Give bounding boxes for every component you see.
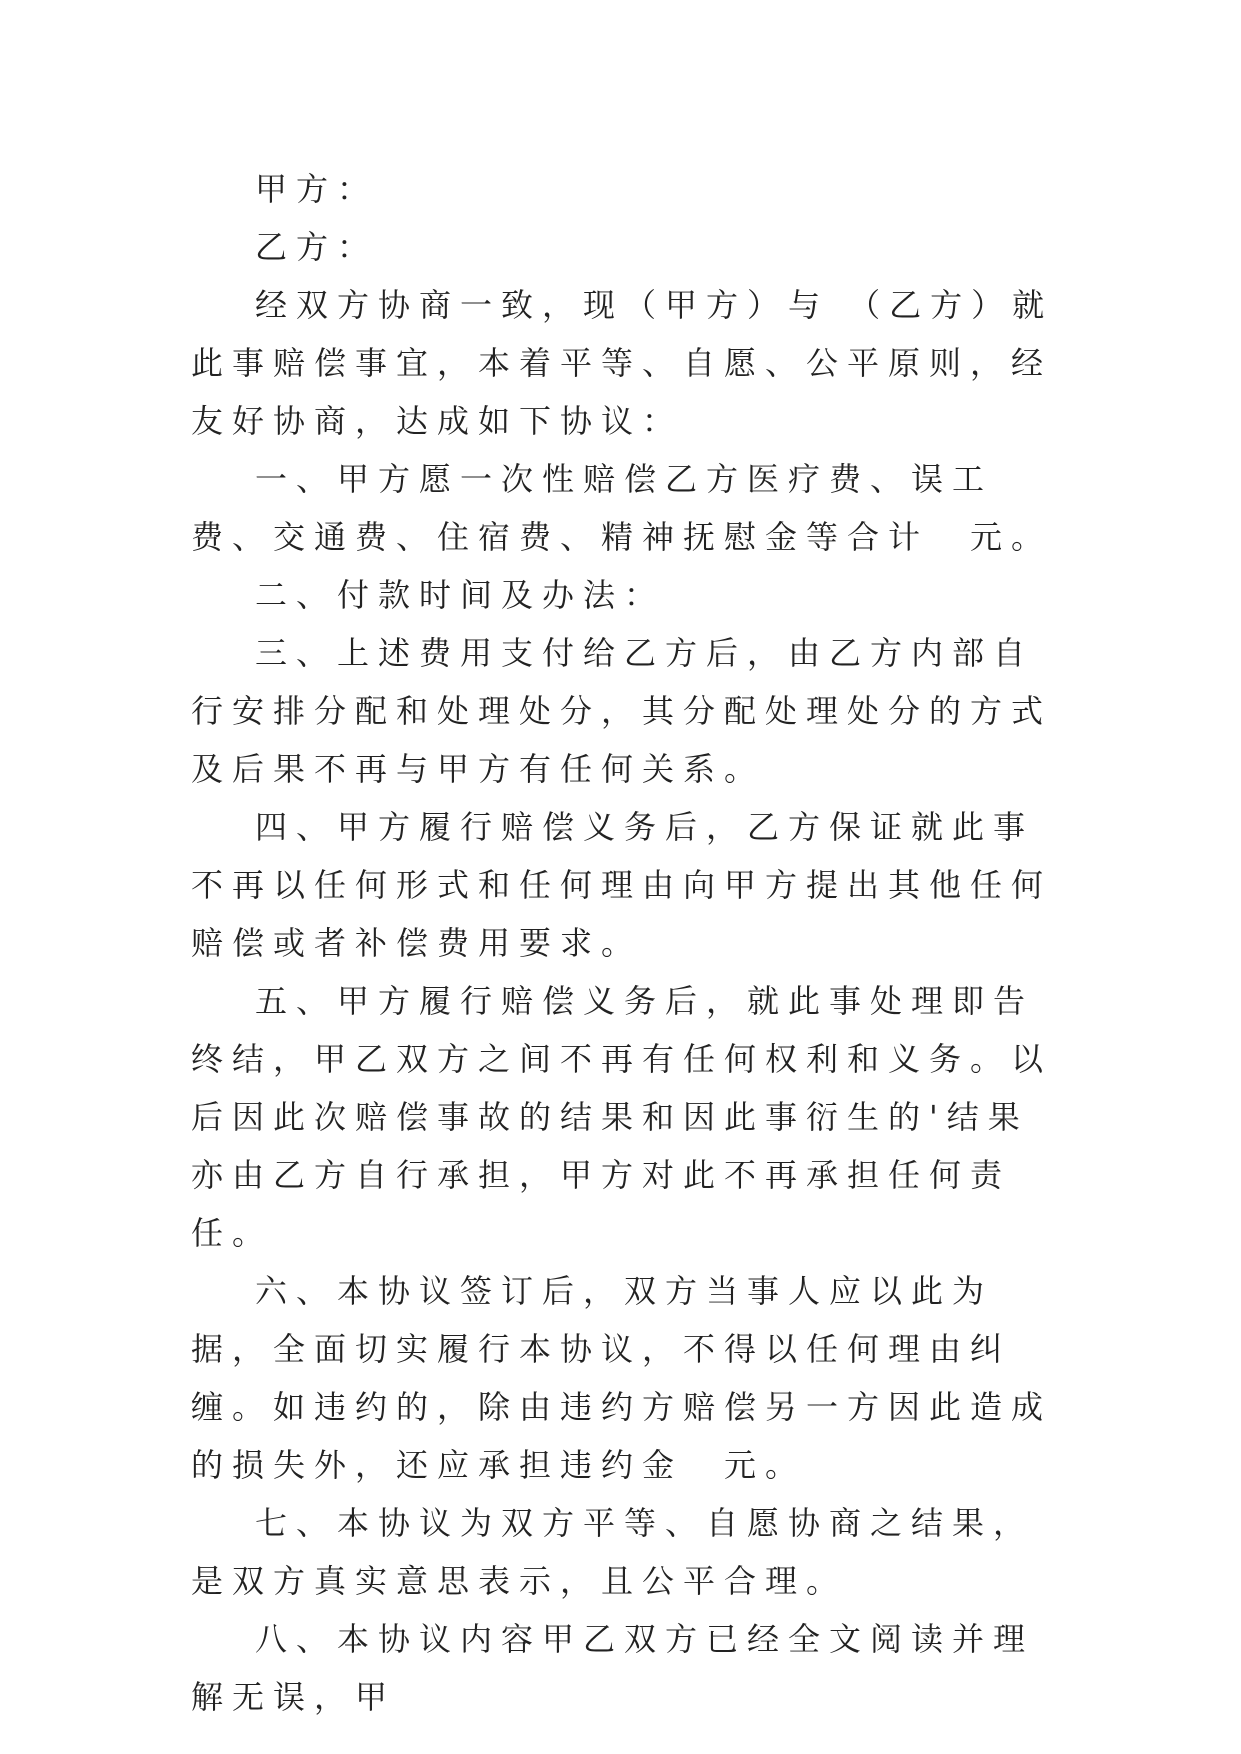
clause-4: 四、甲方履行赔偿义务后，乙方保证就此事不再以任何形式和任何理由向甲方提出其他任何赔偿或者补偿费用要求。 <box>191 808 1053 962</box>
clause-1: 一、甲方愿一次性赔偿乙方医疗费、误工费、交通费、住宿费、精神抚慰金等合计 元。 <box>191 460 1053 556</box>
preamble-paragraph: 经双方协商一致，现（甲方）与 （乙方）就此事赔偿事宜，本着平等、自愿、公平原则，经友好协商，达成如下协议： <box>191 286 1054 440</box>
party-a-line: 甲方： <box>255 170 379 208</box>
clause-7: 七、本协议为双方平等、自愿协商之结果，是双方真实意思表示，且公平合理。 <box>191 1504 1035 1600</box>
clause-8: 八、本协议内容甲乙双方已经全文阅读并理解无误，甲 <box>191 1620 1035 1716</box>
clause-3: 三、上述费用支付给乙方后，由乙方内部自行安排分配和处理处分，其分配处理处分的方式及后果不再与甲方有任何关系。 <box>191 634 1053 788</box>
party-b-line: 乙方： <box>255 228 379 266</box>
clause-5: 五、甲方履行赔偿义务后，就此事处理即告终结，甲乙双方之间不再有任何权利和义务。以后因此次赔偿事故的结果和因此事衍生的'结果亦由乙方自行承担，甲方对此不再承担任何责任。 <box>191 982 1053 1252</box>
clause-6: 六、本协议签订后，双方当事人应以此为据，全面切实履行本协议，不得以任何理由纠缠。如违约的，除由违约方赔偿另一方因此造成的损失外，还应承担违约金 元。 <box>191 1272 1053 1484</box>
clause-2: 二、付款时间及办法： <box>255 576 666 614</box>
agreement-body <box>191 160 1061 1726</box>
